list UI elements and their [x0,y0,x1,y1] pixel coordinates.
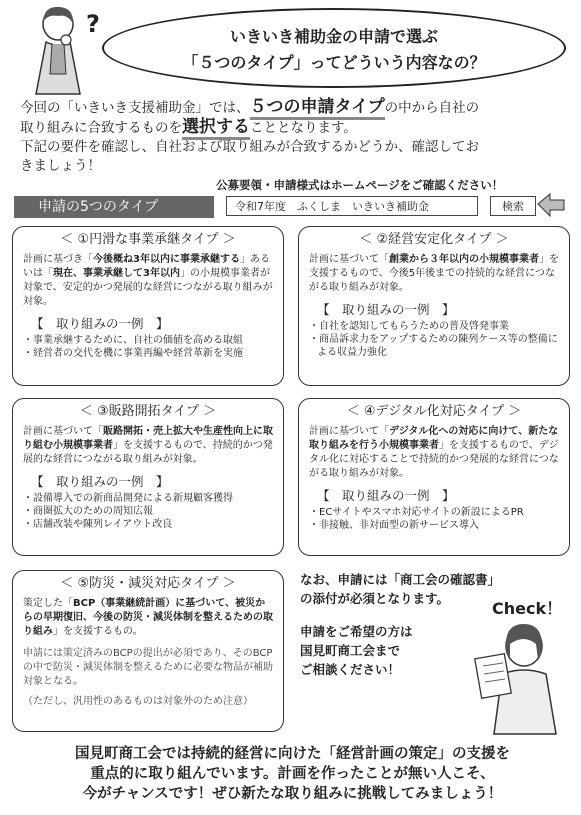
list-item: ・経営者の交代を機に事業再編や経営革新を実施 [23,348,243,359]
certificate-notice [300,570,500,608]
types-heading: 申請の5つのタイプ [14,196,214,218]
intro-p2b: こととなります。 [250,120,357,136]
list-item: ・商圏拡大のための周知広報 [23,506,153,517]
list-item: ・設備導入での新商品開発による新規顧客獲得 [23,493,233,504]
intro-highlight-select: 選択する [182,117,250,140]
desc-bold: 今後概ね3年以内に事業承継する [93,254,240,265]
desc-bold: デジタル化への対応に向けて、新たな取り組みを行う小規模事業者 [309,426,559,451]
example-heading: 【 取り組みの一例 】 [317,302,455,317]
woman-with-clipboard-illustration [470,616,570,736]
card-description [309,253,559,295]
example-list [309,320,559,359]
desc-part: 策定した「 [23,598,73,609]
card-description [23,425,273,467]
example-list [309,506,559,532]
type-card-5 [12,570,284,732]
desc-bold: 販路開拓・売上拡大や生産性向上に取り組む小規模事業者 [23,426,273,451]
card-description [23,597,273,639]
intro-highlight-types: ５つの申請タイプ [250,97,385,120]
card-description [23,253,273,309]
desc-bold: 創業から３年以内の小規模事業者 [389,254,539,265]
desc-part: 」を支援するもので、持続的かつ発展的な経営につながる取り組みが対象。 [23,440,273,465]
list-item: ・非接触、非対面型の新サービス導入 [309,520,479,531]
intro-text [20,98,565,176]
type-card-2 [298,226,570,386]
card-note: 申請には策定済みのBCPの提出が必須であり、そのBCPの中で防災・減災体制を整えるために必要な物品が補助対象となる。 [23,648,273,687]
desc-part: 」の小規模事業者が対象で、安定的かつ発展的な経営につながる取り組みが対象。 [23,268,273,307]
contact-line-1: 申請をご希望の方は [300,624,413,639]
intro-p4: きましょう！ [20,158,101,174]
contact-line-2: 国見町商工会まで [300,643,401,658]
closing-line-3: 今がチャンスです！ぜひ新たな取り組みに挑戦してみましょう！ [82,786,503,802]
desc-part: 計画に基づいて「 [309,426,389,437]
bubble-line-2: 「５つのタイプ」ってどういう内容なの？ [182,53,486,72]
card-title: ＜ ①円滑な事業承継タイプ ＞ [60,232,236,247]
example-heading: 【 取り組みの一例 】 [317,488,455,503]
example-heading: 【 取り組みの一例 】 [31,474,169,489]
list-item: ・ECサイトやスマホ対応サイトの新設によるPR [309,507,524,518]
type-card-1 [12,226,284,386]
card-note-caution: （ただし、汎用性のあるものは対象外のため注意） [23,696,253,707]
closing-line-2: 重点的に取り組んでいます。計画を作ったことが無い人こそ、 [90,766,495,782]
type-card-4 [298,398,570,556]
example-heading: 【 取り組みの一例 】 [31,316,169,331]
check-label: Check！ [492,599,563,618]
card-title: ＜ ②経営安定化タイプ ＞ [359,232,509,247]
desc-part: 計画に基づいて「 [309,254,389,265]
notice-line-2: の添付が必須となります。 [300,591,450,606]
desc-part: 」あるいは「 [23,254,270,279]
contact-line-3: ご相談ください！ [300,662,401,677]
homepage-notice: 公募要領・申請様式はホームページをご確認ください！ [216,178,504,192]
contact-text [300,622,413,679]
card-title: ＜ ④デジタル化対応タイプ ＞ [346,404,522,419]
example-list [23,492,273,531]
desc-part: 」を支援するもの。 [53,626,143,637]
closing-message [20,744,565,804]
card-description [309,425,559,481]
desc-bold: BCP（事業継続計画）に基づいて、被災からの早期復旧、今後の防災・減災体制を整えるための取り組み [23,598,273,637]
notice-line-1: なお、申請には「商工会の確認書」 [300,572,501,587]
desc-part: 」を支援するもので、今後5年後までの持続的な経営につながる取り組みが対象。 [309,254,559,293]
speech-bubble [102,8,566,88]
list-item: ・店舗改装や陳列レイアウト改良 [23,519,173,530]
intro-p3: 下記の要件を確認し、自社および取り組みが合致するかどうか、確認してお [20,139,479,155]
list-item: ・事業承継するために、自社の価値を高める取組 [23,335,243,346]
intro-p1a: 今回の「いきいき支援補助金」では、 [20,100,250,116]
desc-part: 計画に基づいて「 [23,426,103,437]
search-input[interactable]: 令和7年度 ふくしま いきいき補助金 [226,196,478,216]
closing-line-1: 国見町商工会では持続的経営に向けた「経営計画の策定」の支援を [75,746,510,762]
desc-bold: 現在、事業承継して3年以内 [53,268,180,279]
card-title: ＜ ③販路開拓タイプ ＞ [79,404,217,419]
type-card-3 [12,398,284,556]
card-title: ＜ ⑤防災・減災対応タイプ ＞ [60,576,236,591]
bubble-line-1: いきいき補助金の申請で選ぶ [229,27,438,46]
question-mark-icon: ? [86,10,100,38]
search-button[interactable]: 検索 [490,196,536,216]
intro-p2a: 取り組みに合致するものを [20,120,182,136]
desc-part: 計画に基づき「 [23,254,93,265]
example-list [23,334,273,360]
desc-part: 」を支援するもので、デジタル化に対応することで持続的かつ発展的な経営につながる取り組みが対象。 [309,440,559,479]
list-item: ・商品訴求力をアップするための陳列ケース等の整備による収益力強化 [309,334,558,358]
intro-p1b: の中から自社の [384,100,480,116]
cursor-arrow-icon [536,192,566,220]
list-item: ・自社を認知してもらうための普及啓発事業 [309,321,509,332]
